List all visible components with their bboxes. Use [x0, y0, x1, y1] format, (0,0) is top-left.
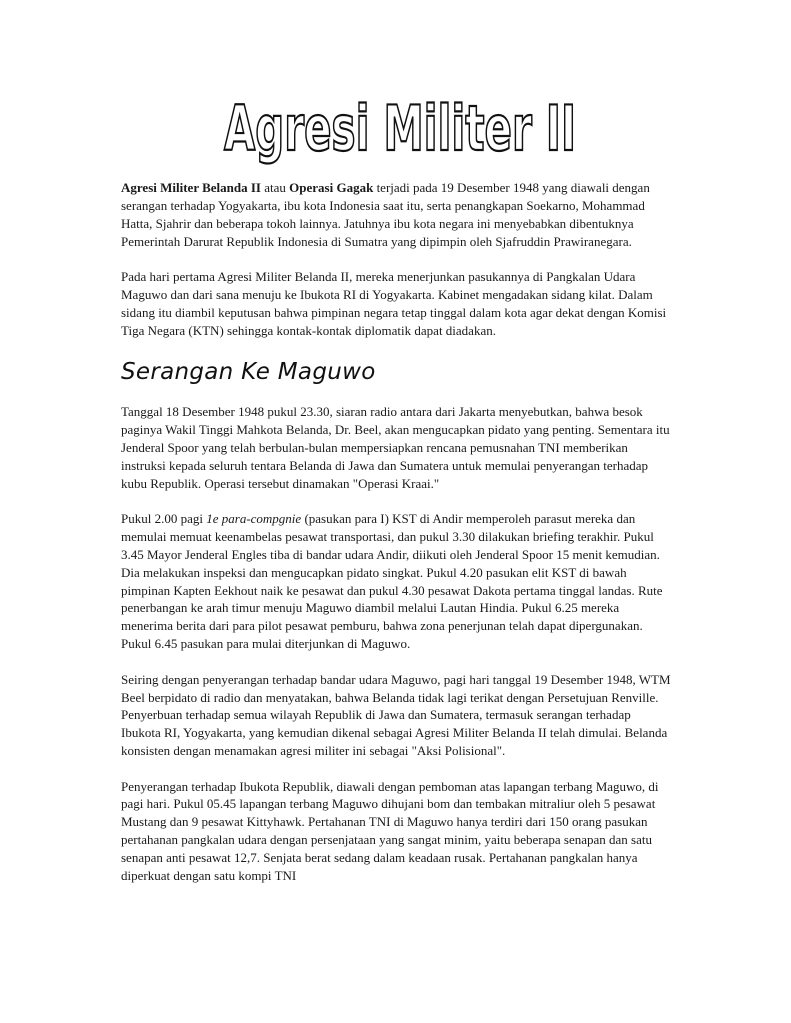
p4-start: Pukul 2.00 pagi [121, 510, 207, 526]
section-heading: Serangan Ke Maguwo [121, 359, 376, 386]
paragraph-first-day: Pada hari pertama Agresi Militer Belanda II, mereka menerjunkan pasukannya di Pangkalan Udara Maguwo dan dari sana menuju ke Ibukota RI di Yogyakarta. Kabinet mengadakan sidang kilat. Dalam sidang itu diambil keputusan bahwa pimpinan negara tetap tinggal dalam kota agar dekat dengan Komisi Tiga Negara (KTN) sehingga kontak-kontak diplomatik dapat diadakan. [121, 269, 667, 338]
article-body [121, 179, 673, 902]
text-or: atau [261, 180, 290, 195]
paragraph-paratroopers [121, 510, 673, 653]
p4-rest: (pasukan para I) KST di Andir memperoleh parasut mereka dan memulai memuat keenambelas pesawat transportasi, dan pukul 3.30 dilakukan briefing terakhir. Pukul 3.45 Mayor Jenderal Engles tiba di bandar udara Andir, diikuti oleh Jenderal Spoor 15 menit kemudian. Dia melakukan inspeksi dan mengucapkan pidato singkat. Pukul 4.20 pasukan elit KST di bawah pimpinan Kapten Eekhout naik ke pesawat dan pukul 4.30 pesawat Dakota pertama tinggal landas. Rute penerbangan ke arah timur menuju Maguwo diambil melalui Lautan Hindia. Pukul 6.25 mereka menerima berita dari para pilot pesawat pemburu, bahwa zona penerjunan telah dapat dipergunakan. Pukul 6.45 pasukan para mulai diterjunkan di Maguwo. [121, 510, 663, 652]
paragraph-maguwo-attack: Penyerangan terhadap Ibukota Republik, diawali dengan pemboman atas lapangan terbang Maguwo, di pagi hari. Pukul 05.45 lapangan terbang Maguwo dihujani bom dan tembakan mitraliur oleh 5 pesawat Mustang dan 9 pesawat Kittyhawk. Pertahanan TNI di Maguwo hanya terdiri dari 150 orang pasukan pertahanan pangkalan udara dengan persenjataan yang sangat minim, yaitu beberapa senapan dan satu senapan anti pesawat 12,7. Senjata berat sedang dalam keadaan rusak. Pertahanan pangkalan hanya diperkuat dengan satu kompi TNI [121, 778, 659, 884]
intro-rest: terjadi pada 19 Desember 1948 yang diawali dengan serangan terhadap Yogyakarta, ibu kota Indonesia saat itu, serta penangkapan Soekarno, Mohammad Hatta, Sjahrir dan beberapa tokoh lainnya. Jatuhnya ibu kota negara ini menyebabkan dibentuknya Pemerintah Darurat Republik Indonesia di Sumatra yang dipimpin oleh Sjafruddin Prawiranegara. [121, 180, 650, 249]
paragraph-radio: Tanggal 18 Desember 1948 pukul 23.30, siaran radio antara dari Jakarta menyebutkan, bahwa besok paginya Wakil Tinggi Mahkota Belanda, Dr. Beel, akan mengucapkan pidato yang penting. Sementara itu Jenderal Spoor yang telah berbulan-bulan mempersiapkan rencana pemusnahan TNI memberikan instruksi kepada seluruh tentara Belanda di Jawa dan Sumatera untuk memulai penyerangan terhadap kubu Republik. Operasi tersebut dinamakan "Operasi Kraai." [121, 404, 670, 491]
paragraph-intro [121, 179, 673, 251]
paragraph-beel-speech: Seiring dengan penyerangan terhadap bandar udara Maguwo, pagi hari tanggal 19 Desember 1948, WTM Beel berpidato di radio dan menyatakan, bahwa Belanda tidak lagi terikat dengan Persetujuan Renville. Penyerbuan terhadap semua wilayah Republik di Jawa dan Sumatera, termasuk serangan terhadap Ibukota RI, Yogyakarta, yang kemudian dikenal sebagai Agresi Militer Belanda II telah dimulai. Belanda konsisten dengan menamakan agresi militer ini sebagai "Aksi Polisional". [121, 671, 671, 759]
page-title-text: Agresi Militer II [224, 92, 576, 165]
term-operasi-gagak: Operasi Gagak [289, 180, 374, 195]
term-agresi: Agresi Militer Belanda II [121, 180, 261, 195]
page-title [120, 76, 680, 168]
p4-italic-term: 1e para-compgnie [206, 510, 302, 526]
